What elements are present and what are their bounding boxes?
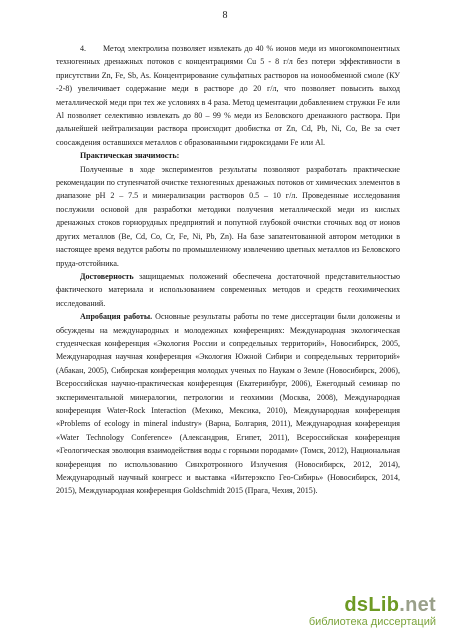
- watermark-tagline: библиотека диссертаций: [308, 616, 436, 628]
- reliability-text: защищаемых положений обеспечена достаточной представительностью фактического материала и использованием современных методов и средств геохимических исследований.: [56, 271, 400, 308]
- approbation-text: Основные результаты работы по теме диссертации были доложены и обсуждены на международных и молодежных конференциях: Международная экологическая студенческая конференция «Экология России и сопредельных территорий», Новосибирск, 2005, Международная научная конференция «Экология Южной Сибири и сопредельных территорий» (Абакан, 2005), Сибирская конференция молодых ученых по Наукам о Земле (Новосибирск, 2006), Всероссийская научно-практическая конференция (Екатеринбург, 2006), Ежегодный семинар по экспериментальной минералогии, петрологии и геохимии (Москва, 2008), Международная конференция Water-Rock Interaction (Мехико, Мексика, 2010), Международная конференция «Problems of ecology in mineral industry» (Варна, Болгария, 2011), Международная конференция «Water Technology Conference» (Александрия, Египет, 2011), Всероссийская конференция «Геологическая эволюция взаимодействия воды с горными породами» (Томск, 2012), Национальная конференция по использованию Синхротронного Излучения (Новосибирск, 2012, 2014), Международный научный конгресс и выставка «Интерэкспо Гео-Сибирь» (Новосибирск, 2014, 2015), Международная конференция Goldschmidt 2015 (Прага, Чехия, 2015).: [56, 312, 400, 496]
- paragraph-approbation: [56, 310, 400, 498]
- paragraph-reliability: [56, 270, 400, 310]
- reliability-label: Достоверность: [80, 271, 134, 281]
- page-number: 8: [222, 10, 228, 21]
- watermark-logo-main: dsLib: [344, 594, 400, 616]
- document-body: [56, 42, 400, 498]
- approbation-label: Апробация работы.: [80, 312, 153, 322]
- watermark-logo: [309, 594, 436, 616]
- paragraph-practical: Полученные в ходе экспериментов результаты позволяют разработать практические рекомендации по ступенчатой очистке техногенных дренажных потоков от химических элементов в диапазоне pH 2 – 7.5 и минерализации растворов 0.5 – 10 г/л. Проведенные исследования послужили основой для разработки методики получения металлической меди из кислых дренажных стоков горнорудных предприятий и попутной глубокой очистки сточных вод от ионов других металлов (Be, Cd, Co, Cr, Fe, Ni, Pb, Zn). На базе запатентованной автором методики в настоящее время ведутся работы по промышленному извлечению цветных металлов из Беловского пруда-отстойника.: [56, 164, 400, 268]
- site-watermark: [309, 594, 436, 629]
- paragraph-conclusion-4: 4. Метод электролиза позволяет извлекать до 40 % ионов меди из многокомпонентных техногенных дренажных потоков с концентрациями Cu 5 - 8 г/л без потери эффективности в присутствии Zn, Fe, Sb, As. Концентрирование сульфатных растворов на ионообменной смоле (КУ -2-8) увеличивает содержание меди в растворе до 20 г/л, что позволяет повысить выход металлической меди при тех же условиях в 4 раза. Метод цементации добавлением стружки Fe или Al позволяет селективно извлекать до 80 – 99 % меди из Беловского дренажного раствора. При дальнейшей нейтрализации раствора происходит дообистка от Zn, Cd, Pb, Ni, Co, Ве за счет соосаждения оставшихся металлов с образованными гидроксидами Fe или Al.: [56, 44, 400, 147]
- section-heading-practical: Практическая значимость:: [80, 151, 180, 161]
- watermark-logo-domain: .net: [399, 594, 436, 616]
